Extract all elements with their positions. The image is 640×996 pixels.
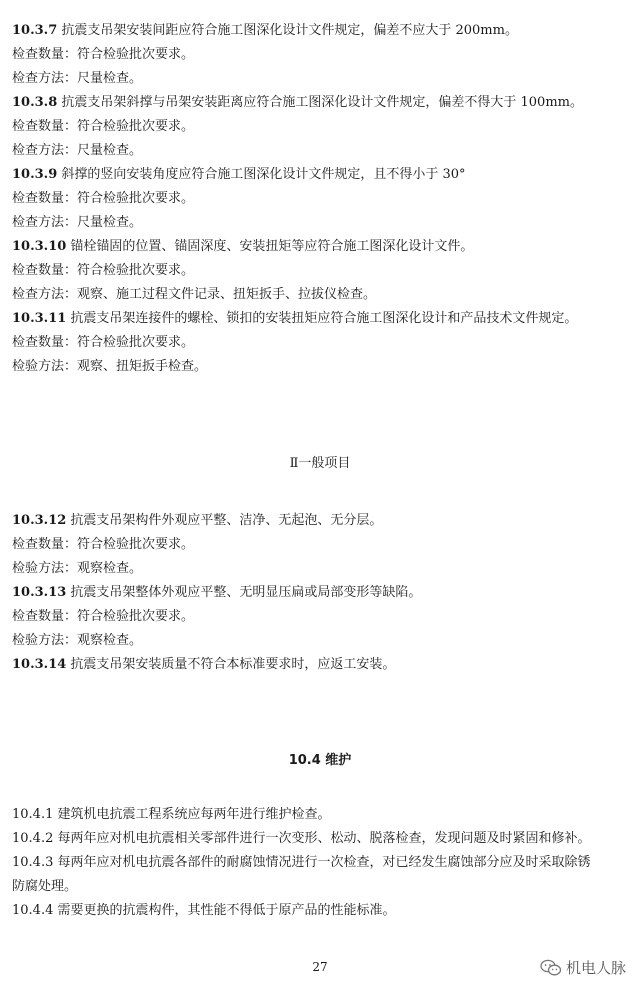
clause-10-3-10: 10.3.10 锚栓锚固的位置、锚固深度、安装扭矩等应符合施工图深化设计文件。 — [12, 239, 474, 254]
page-number: 27 — [312, 960, 328, 974]
clause-10-4-3: 10.4.3 每两年应对机电抗震各部件的耐腐蚀情况进行一次检查，对已经发生腐蚀部分应及时采取除锈 — [12, 855, 591, 870]
check-quantity: 检查数量：符合检验批次要求。 — [12, 191, 195, 206]
check-method: 检查方法：尺量检查。 — [12, 143, 143, 158]
wechat-icon — [540, 959, 562, 977]
clause-10-4-3-cont: 防腐处理。 — [12, 879, 78, 894]
section-maintenance-heading: 10.4 维护 — [288, 753, 352, 768]
watermark-text: 机电人脉 — [565, 959, 626, 977]
watermark — [540, 957, 626, 978]
check-method: 检查方法：观察、施工过程文件记录、扭矩扳手、拉拔仪检查。 — [12, 287, 377, 302]
check-method: 检验方法：观察检查。 — [12, 633, 143, 648]
check-method: 检查方法：尺量检查。 — [12, 215, 143, 230]
check-quantity: 检查数量：符合检验批次要求。 — [12, 47, 195, 62]
clause-10-3-14: 10.3.14 抗震支吊架安装质量不符合本标准要求时，应返工安装。 — [12, 657, 396, 672]
clause-10-4-2: 10.4.2 每两年应对机电抗震相关零部件进行一次变形、松动、脱落检查，发现问题及时紧固和修补。 — [12, 831, 591, 846]
check-quantity: 检查数量：符合检验批次要求。 — [12, 119, 195, 134]
clause-10-3-12: 10.3.12 抗震支吊架构件外观应平整、洁净、无起泡、无分层。 — [12, 513, 383, 528]
check-method: 检验方法：观察、扭矩扳手检查。 — [12, 359, 208, 374]
clause-10-4-1: 10.4.1 建筑机电抗震工程系统应每两年进行维护检查。 — [12, 807, 331, 822]
check-quantity: 检查数量：符合检验批次要求。 — [12, 263, 195, 278]
section-general-items: Ⅱ一般项目 — [289, 456, 351, 471]
clause-10-3-13: 10.3.13 抗震支吊架整体外观应平整、无明显压扁或局部变形等缺陷。 — [12, 585, 422, 600]
clause-10-3-9: 10.3.9 斜撑的竖向安装角度应符合施工图深化设计文件规定，且不得小于 30° — [12, 167, 466, 182]
clause-10-3-7: 10.3.7 抗震支吊架安装间距应符合施工图深化设计文件规定，偏差不应大于 200mm。 — [12, 23, 518, 38]
check-method: 检查方法：尺量检查。 — [12, 71, 143, 86]
check-quantity: 检查数量：符合检验批次要求。 — [12, 609, 195, 624]
check-method: 检验方法：观察检查。 — [12, 561, 143, 576]
clause-10-4-4: 10.4.4 需要更换的抗震构件，其性能不得低于原产品的性能标准。 — [12, 903, 396, 918]
check-quantity: 检查数量：符合检验批次要求。 — [12, 335, 195, 350]
clause-10-3-11: 10.3.11 抗震支吊架连接件的螺栓、锁扣的安装扭矩应符合施工图深化设计和产品技术文件规定。 — [12, 311, 578, 326]
check-quantity: 检查数量：符合检验批次要求。 — [12, 537, 195, 552]
clause-10-3-8: 10.3.8 抗震支吊架斜撑与吊架安装距离应符合施工图深化设计文件规定，偏差不得大于 100mm。 — [12, 95, 583, 110]
